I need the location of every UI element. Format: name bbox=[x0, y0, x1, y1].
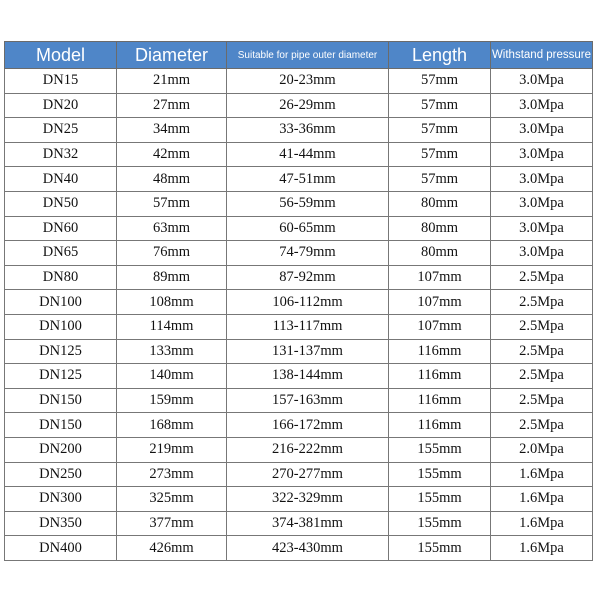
length-cell: 57mm bbox=[389, 69, 491, 94]
diameter-cell: 21mm bbox=[117, 69, 227, 94]
pipe-outer-diameter-cell: 157-163mm bbox=[227, 388, 389, 413]
pipe-outer-diameter-cell: 20-23mm bbox=[227, 69, 389, 94]
pipe-outer-diameter-cell: 33-36mm bbox=[227, 118, 389, 143]
table-row bbox=[5, 314, 593, 339]
diameter-cell: 273mm bbox=[117, 462, 227, 487]
table-body bbox=[5, 69, 593, 561]
header-withstand-pressure: Withstand pressure bbox=[491, 42, 593, 69]
diameter-cell: 108mm bbox=[117, 290, 227, 315]
diameter-cell: 377mm bbox=[117, 511, 227, 536]
diameter-cell: 48mm bbox=[117, 167, 227, 192]
pressure-cell: 3.0Mpa bbox=[491, 216, 593, 241]
table-row bbox=[5, 339, 593, 364]
model-cell: DN25 bbox=[5, 118, 117, 143]
pressure-cell: 2.5Mpa bbox=[491, 413, 593, 438]
pressure-cell: 2.5Mpa bbox=[491, 265, 593, 290]
pressure-cell: 2.5Mpa bbox=[491, 339, 593, 364]
length-cell: 116mm bbox=[389, 339, 491, 364]
table-row bbox=[5, 167, 593, 192]
pipe-outer-diameter-cell: 74-79mm bbox=[227, 241, 389, 266]
pressure-cell: 1.6Mpa bbox=[491, 511, 593, 536]
pipe-outer-diameter-cell: 374-381mm bbox=[227, 511, 389, 536]
pipe-outer-diameter-cell: 216-222mm bbox=[227, 437, 389, 462]
header-row bbox=[5, 42, 593, 69]
pressure-cell: 2.5Mpa bbox=[491, 388, 593, 413]
length-cell: 155mm bbox=[389, 536, 491, 561]
table-row bbox=[5, 241, 593, 266]
model-cell: DN80 bbox=[5, 265, 117, 290]
pipe-outer-diameter-cell: 47-51mm bbox=[227, 167, 389, 192]
pressure-cell: 1.6Mpa bbox=[491, 487, 593, 512]
table-row bbox=[5, 290, 593, 315]
header-pipe-outer-diameter: Suitable for pipe outer diameter bbox=[227, 42, 389, 69]
length-cell: 155mm bbox=[389, 487, 491, 512]
model-cell: DN400 bbox=[5, 536, 117, 561]
table-row bbox=[5, 191, 593, 216]
length-cell: 57mm bbox=[389, 93, 491, 118]
length-cell: 155mm bbox=[389, 437, 491, 462]
diameter-cell: 219mm bbox=[117, 437, 227, 462]
model-cell: DN250 bbox=[5, 462, 117, 487]
diameter-cell: 57mm bbox=[117, 191, 227, 216]
length-cell: 57mm bbox=[389, 118, 491, 143]
length-cell: 107mm bbox=[389, 265, 491, 290]
model-cell: DN125 bbox=[5, 364, 117, 389]
length-cell: 155mm bbox=[389, 462, 491, 487]
pipe-outer-diameter-cell: 131-137mm bbox=[227, 339, 389, 364]
table-row bbox=[5, 462, 593, 487]
length-cell: 116mm bbox=[389, 413, 491, 438]
length-cell: 116mm bbox=[389, 388, 491, 413]
pipe-outer-diameter-cell: 41-44mm bbox=[227, 142, 389, 167]
length-cell: 57mm bbox=[389, 167, 491, 192]
pipe-outer-diameter-cell: 166-172mm bbox=[227, 413, 389, 438]
pipe-outer-diameter-cell: 113-117mm bbox=[227, 314, 389, 339]
spec-table bbox=[4, 41, 593, 561]
pressure-cell: 2.0Mpa bbox=[491, 437, 593, 462]
pipe-outer-diameter-cell: 423-430mm bbox=[227, 536, 389, 561]
table-row bbox=[5, 265, 593, 290]
pipe-outer-diameter-cell: 26-29mm bbox=[227, 93, 389, 118]
table-row bbox=[5, 142, 593, 167]
length-cell: 80mm bbox=[389, 216, 491, 241]
pressure-cell: 1.6Mpa bbox=[491, 462, 593, 487]
pressure-cell: 1.6Mpa bbox=[491, 536, 593, 561]
table-row bbox=[5, 69, 593, 94]
model-cell: DN40 bbox=[5, 167, 117, 192]
diameter-cell: 27mm bbox=[117, 93, 227, 118]
diameter-cell: 168mm bbox=[117, 413, 227, 438]
table-row bbox=[5, 118, 593, 143]
model-cell: DN32 bbox=[5, 142, 117, 167]
pressure-cell: 3.0Mpa bbox=[491, 142, 593, 167]
table-row bbox=[5, 536, 593, 561]
pipe-outer-diameter-cell: 138-144mm bbox=[227, 364, 389, 389]
model-cell: DN200 bbox=[5, 437, 117, 462]
length-cell: 80mm bbox=[389, 241, 491, 266]
length-cell: 155mm bbox=[389, 511, 491, 536]
length-cell: 57mm bbox=[389, 142, 491, 167]
diameter-cell: 114mm bbox=[117, 314, 227, 339]
pipe-outer-diameter-cell: 60-65mm bbox=[227, 216, 389, 241]
diameter-cell: 76mm bbox=[117, 241, 227, 266]
pipe-outer-diameter-cell: 270-277mm bbox=[227, 462, 389, 487]
model-cell: DN50 bbox=[5, 191, 117, 216]
length-cell: 116mm bbox=[389, 364, 491, 389]
length-cell: 80mm bbox=[389, 191, 491, 216]
pressure-cell: 2.5Mpa bbox=[491, 314, 593, 339]
pipe-outer-diameter-cell: 322-329mm bbox=[227, 487, 389, 512]
table-header bbox=[5, 42, 593, 69]
table-row bbox=[5, 388, 593, 413]
model-cell: DN15 bbox=[5, 69, 117, 94]
length-cell: 107mm bbox=[389, 290, 491, 315]
length-cell: 107mm bbox=[389, 314, 491, 339]
spec-table-container bbox=[4, 41, 592, 561]
model-cell: DN100 bbox=[5, 314, 117, 339]
table-row bbox=[5, 413, 593, 438]
model-cell: DN100 bbox=[5, 290, 117, 315]
pipe-outer-diameter-cell: 56-59mm bbox=[227, 191, 389, 216]
model-cell: DN125 bbox=[5, 339, 117, 364]
table-row bbox=[5, 437, 593, 462]
diameter-cell: 89mm bbox=[117, 265, 227, 290]
diameter-cell: 140mm bbox=[117, 364, 227, 389]
table-row bbox=[5, 487, 593, 512]
diameter-cell: 34mm bbox=[117, 118, 227, 143]
model-cell: DN300 bbox=[5, 487, 117, 512]
header-length: Length bbox=[389, 42, 491, 69]
pipe-outer-diameter-cell: 106-112mm bbox=[227, 290, 389, 315]
model-cell: DN65 bbox=[5, 241, 117, 266]
model-cell: DN20 bbox=[5, 93, 117, 118]
diameter-cell: 159mm bbox=[117, 388, 227, 413]
model-cell: DN150 bbox=[5, 413, 117, 438]
pressure-cell: 3.0Mpa bbox=[491, 191, 593, 216]
pressure-cell: 3.0Mpa bbox=[491, 118, 593, 143]
model-cell: DN350 bbox=[5, 511, 117, 536]
header-diameter: Diameter bbox=[117, 42, 227, 69]
pressure-cell: 3.0Mpa bbox=[491, 93, 593, 118]
model-cell: DN150 bbox=[5, 388, 117, 413]
pipe-outer-diameter-cell: 87-92mm bbox=[227, 265, 389, 290]
pressure-cell: 2.5Mpa bbox=[491, 290, 593, 315]
pressure-cell: 2.5Mpa bbox=[491, 364, 593, 389]
table-row bbox=[5, 364, 593, 389]
header-model: Model bbox=[5, 42, 117, 69]
table-row bbox=[5, 93, 593, 118]
diameter-cell: 42mm bbox=[117, 142, 227, 167]
diameter-cell: 133mm bbox=[117, 339, 227, 364]
model-cell: DN60 bbox=[5, 216, 117, 241]
diameter-cell: 63mm bbox=[117, 216, 227, 241]
diameter-cell: 426mm bbox=[117, 536, 227, 561]
diameter-cell: 325mm bbox=[117, 487, 227, 512]
pressure-cell: 3.0Mpa bbox=[491, 167, 593, 192]
pressure-cell: 3.0Mpa bbox=[491, 69, 593, 94]
table-row bbox=[5, 216, 593, 241]
pressure-cell: 3.0Mpa bbox=[491, 241, 593, 266]
table-row bbox=[5, 511, 593, 536]
